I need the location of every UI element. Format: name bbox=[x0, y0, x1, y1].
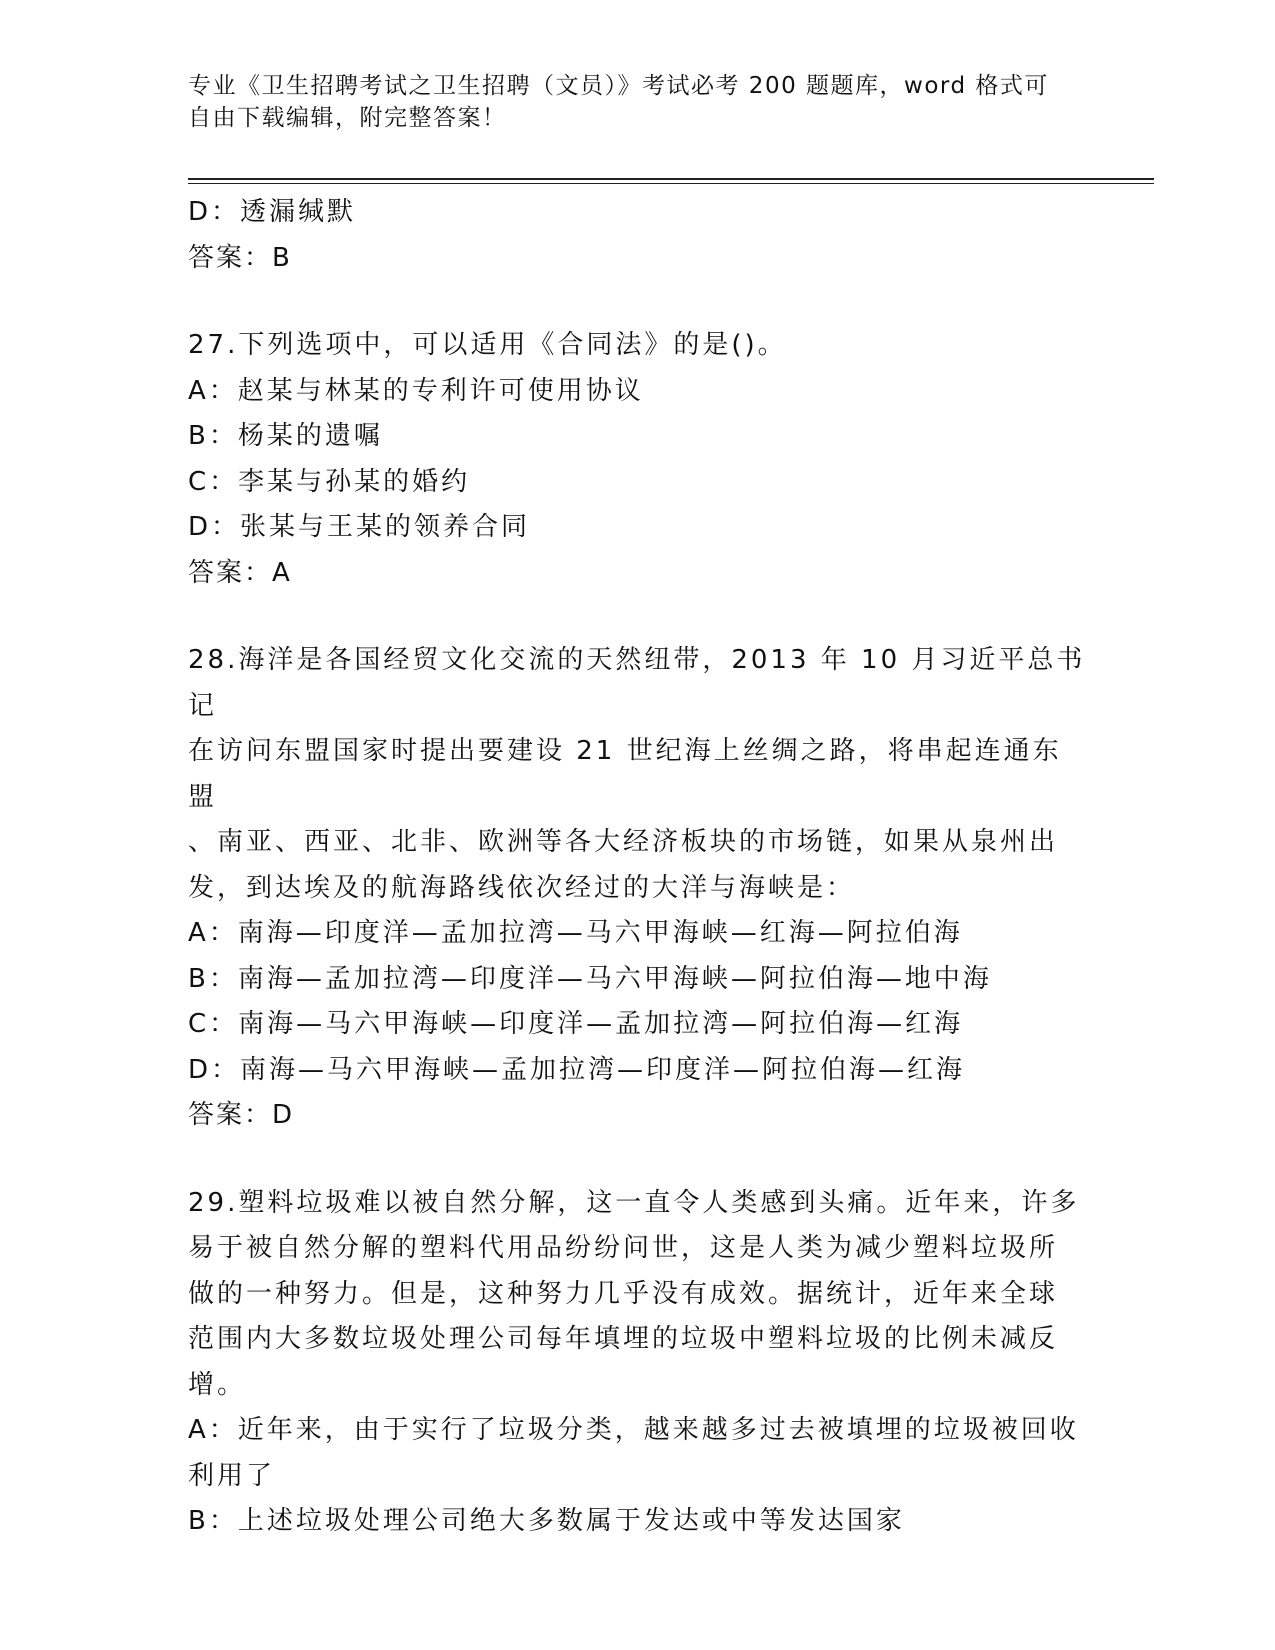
option-d: D：张某与王某的领养合同 bbox=[188, 512, 531, 542]
question-stem: 27.下列选项中，可以适用《合同法》的是()。 bbox=[188, 330, 787, 360]
question-stem-line: 、南亚、西亚、北非、欧洲等各大经济板块的市场链，如果从泉州出 bbox=[188, 827, 1059, 857]
option-d: D：透漏缄默 bbox=[188, 197, 357, 227]
question-27 bbox=[188, 323, 1088, 596]
answer-line: 答案：A bbox=[188, 557, 292, 588]
question-stem-line: 范围内大多数垃圾处理公司每年填埋的垃圾中塑料垃圾的比例未减反 bbox=[188, 1324, 1059, 1354]
option-b: B：上述垃圾处理公司绝大多数属于发达或中等发达国家 bbox=[188, 1506, 905, 1536]
question-stem-line: 29.塑料垃圾难以被自然分解，这一直令人类感到头痛。近年来，许多 bbox=[188, 1187, 1080, 1218]
option-a: A：南海—印度洋—孟加拉湾—马六甲海峡—红海—阿拉伯海 bbox=[188, 918, 963, 948]
header-divider-thin bbox=[188, 183, 1154, 184]
question-28 bbox=[188, 638, 1088, 1139]
option-a: A：近年来，由于实行了垃圾分类，越来越多过去被填埋的垃圾被回收 bbox=[188, 1415, 1079, 1445]
option-b: B：南海—孟加拉湾—印度洋—马六甲海峡—阿拉伯海—地中海 bbox=[188, 963, 992, 994]
previous-question-tail bbox=[188, 190, 1088, 281]
option-c: C：李某与孙某的婚约 bbox=[188, 466, 471, 497]
answer-line: 答案：D bbox=[188, 1100, 295, 1130]
question-stem-line: 28.海洋是各国经贸文化交流的天然纽带，2013 年 10 月习近平总书记 bbox=[188, 645, 1086, 721]
question-stem-line: 增。 bbox=[188, 1369, 247, 1400]
question-29 bbox=[188, 1181, 1088, 1545]
question-stem-line: 发，到达埃及的航海路线依次经过的大洋与海峡是： bbox=[188, 872, 856, 903]
option-d: D：南海—马六甲海峡—孟加拉湾—印度洋—阿拉伯海—红海 bbox=[188, 1054, 966, 1085]
option-c: C：南海—马六甲海峡—印度洋—孟加拉湾—阿拉伯海—红海 bbox=[188, 1009, 964, 1039]
question-stem-line: 做的一种努力。但是，这种努力几乎没有成效。据统计，近年来全球 bbox=[188, 1278, 1059, 1309]
header-divider-thick bbox=[188, 178, 1154, 180]
answer-line: 答案：B bbox=[188, 242, 292, 273]
page-header: 专业《卫生招聘考试之卫生招聘（文员）》考试必考 200 题题库，word 格式可自由下载编辑，附完整答案！ bbox=[188, 73, 1049, 131]
option-a: A：赵某与林某的专利许可使用协议 bbox=[188, 375, 644, 406]
option-a-continued: 利用了 bbox=[188, 1460, 276, 1491]
option-b: B：杨某的遗嘱 bbox=[188, 421, 383, 451]
question-stem-line: 易于被自然分解的塑料代用品纷纷问世，这是人类为减少塑料垃圾所 bbox=[188, 1233, 1059, 1263]
document-content bbox=[188, 190, 1088, 1545]
question-stem-line: 在访问东盟国家时提出要建设 21 世纪海上丝绸之路，将串起连通东盟 bbox=[188, 736, 1062, 812]
